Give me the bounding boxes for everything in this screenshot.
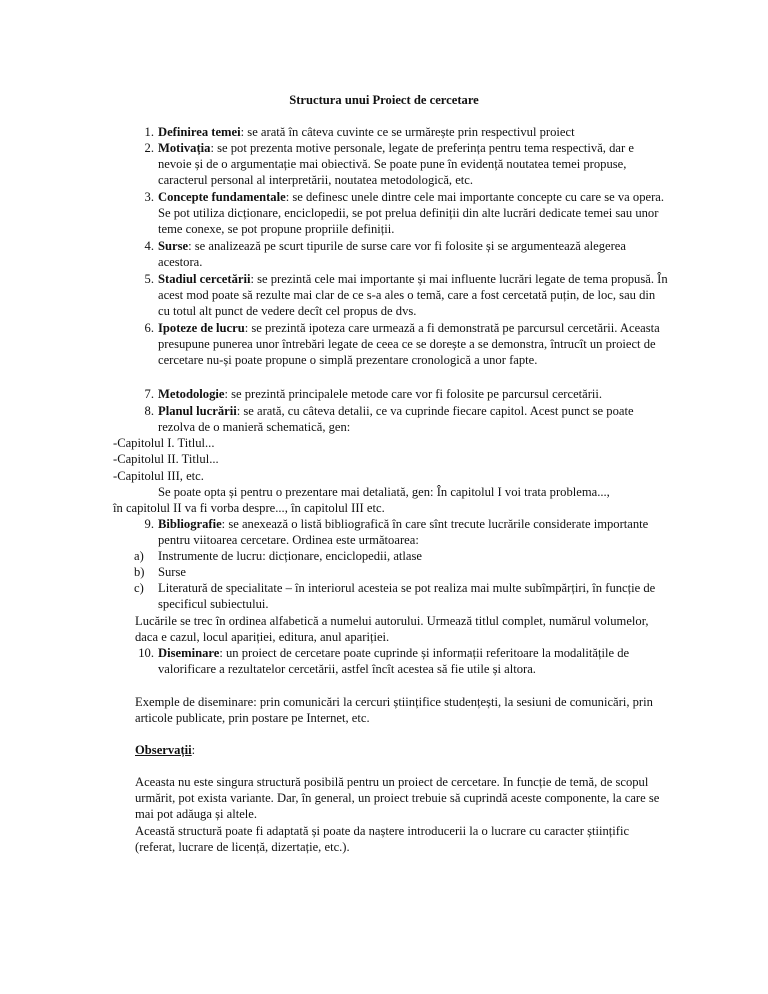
item-text: : se prezintă ipoteza care urmează a fi demonstrată pe parcursul cercetării. Aceasta presupune punerea unor întrebări legate de ceea ce se dorește a se demonstra, întrucît un proiect de cercetare nu-și poate propune o simplă prezentare cronologică a unor fapte. (158, 321, 660, 368)
item-term: Diseminare (158, 646, 220, 660)
item-number: 6. (144, 321, 154, 335)
item-text: : se definesc unele dintre cele mai importante concepte cu care se va opera. Se pot utiliza dicționare, enciclopedii, se pot prelua definiții din alte lucrări dedicate temei sau unor teme conexe, se pot propune propriile definiții. (158, 190, 665, 237)
document-title: Structura unui Proiect de cercetare (289, 93, 479, 107)
sub-item-letter: b) (134, 565, 145, 579)
list-item (144, 238, 668, 270)
observatii-heading (135, 742, 195, 758)
item-text: : se arată în câteva cuvinte ce se urmărește prin respectivul proiect (240, 125, 575, 139)
item-text: : se anexează o listă bibliografică în care sînt trecute lucrările considerate importante pentru viitoarea cercetare. Ordinea este următoarea: (158, 517, 649, 548)
sub-item-text: Instrumente de lucru: dicționare, enciclopedii, atlase (158, 549, 423, 563)
sub-item-letter: a) (134, 549, 144, 563)
item-text: : se analizează pe scurt tipurile de surse care vor fi folosite și se argumentează alegerea acestora. (158, 239, 626, 270)
item-text: : un proiect de cercetare poate cuprinde și informații referitoare la modalitățile de valorificare a rezultatelor cercetării, astfel încît acestea să fie utile și altora. (158, 646, 630, 677)
list-item (144, 386, 668, 402)
list-item (144, 403, 668, 435)
item-number: 3. (144, 190, 154, 204)
item-number: 9. (144, 517, 154, 531)
list-item (138, 645, 668, 677)
item-term: Motivația (158, 141, 211, 155)
item-number: 5. (144, 272, 154, 286)
observatii-paragraph: Aceasta nu este singura structură posibilă pentru un proiect de cercetare. In funcție de temă, de scopul urmărit, pot exista variante. Dar, în general, un proiect trebuie să cuprindă aceste componente, la care se mai pot adăuga și altele. (135, 775, 660, 822)
item-text: : se arată, cu câteva detalii, ce va cuprinde fiecare capitol. Acest punct se poate rezolva de o manieră schematică, gen: (158, 404, 634, 435)
item-term: Bibliografie (158, 517, 222, 531)
sub-list-item (134, 548, 668, 564)
item-number: 8. (144, 404, 154, 418)
item-number: 10. (138, 646, 154, 660)
chapter-line: -Capitolul I. Titlul... (113, 436, 215, 450)
list-item (144, 271, 668, 320)
item-term: Concepte fundamentale (158, 190, 286, 204)
chapter-line: -Capitolul II. Titlul... (113, 452, 219, 466)
lucrari-paragraph: Lucările se trec în ordinea alfabetică a numelui autorului. Urmează titlul complet, numărul volumelor, daca e cazul, locul apariției, editura, anul apariției. (135, 614, 649, 645)
item-term: Metodologie (158, 387, 225, 401)
list-item (144, 124, 668, 140)
item-number: 4. (144, 239, 154, 253)
sub-item-letter: c) (134, 581, 144, 595)
item-term: Definirea temei (158, 125, 241, 139)
sub-list-item (134, 564, 668, 580)
sub-item-text: Surse (158, 565, 186, 579)
item-number: 1. (144, 125, 154, 139)
observatii-colon: : (191, 743, 196, 757)
list-item (144, 140, 668, 189)
item-term: Surse (158, 239, 189, 253)
item-term: Stadiul cercetării (158, 272, 251, 286)
list-item (144, 320, 668, 369)
item-number: 2. (144, 141, 154, 155)
observatii-heading-text: Observații (135, 743, 192, 757)
sub-list-item (134, 580, 668, 612)
observatii-paragraph: Această structură poate fi adaptată și poate da naștere introducerii la o lucrare cu caracter științific (referat, lucrare de licență, dizertație, etc.). (135, 824, 630, 855)
detail-text: în capitolul II va fi vorba despre..., în capitolul III etc. (113, 501, 385, 515)
item-number: 7. (144, 387, 154, 401)
item-text: : se prezintă principalele metode care vor fi folosite pe parcursul cercetării. (224, 387, 603, 401)
item-text: : se prezintă cele mai importante și mai influente lucrări legate de tema propusă. În acest mod poate să rezulte mai clar de ce s-a ales o temă, care a fost cercetată puțin, de loc, sau din cu totul alt punct de vedere decît cel propus de dvs. (158, 272, 668, 319)
item-term: Planul lucrării (158, 404, 237, 418)
list-item (144, 189, 668, 238)
exemple-paragraph: Exemple de diseminare: prin comunicări la cercuri științifice studențești, la sesiuni de comunicări, prin articole publicate, prin postare pe Internet, etc. (135, 695, 653, 726)
sub-item-text: Literatură de specialitate – în interiorul acesteia se pot realiza mai multe subîmpărțiri, în funcție de specificul subiectului. (158, 581, 656, 612)
detail-text: Se poate opta și pentru o prezentare mai detaliată, gen: În capitolul I voi trata problema..., (158, 485, 610, 499)
item-term: Ipoteze de lucru (158, 321, 245, 335)
list-item (144, 516, 668, 548)
chapter-line: -Capitolul III, etc. (113, 469, 204, 483)
item-text: : se pot prezenta motive personale, legate de preferința pentru tema respectivă, dar e nevoie și de o argumentație mai obiectivă. Se poate pune în evidență noutatea temei propuse, caracterul personal al interpretării, noutatea metodologică, etc. (158, 141, 634, 188)
